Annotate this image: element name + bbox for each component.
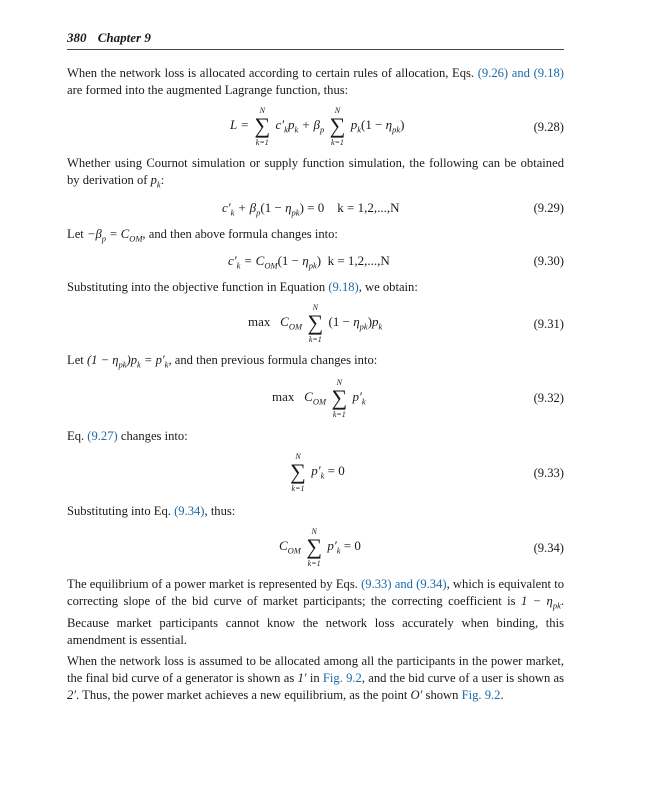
ref-link[interactable]: Fig. 9.2 [461, 688, 501, 702]
paragraph-9: When the network loss is assumed to be allocated among all the participants in the power market, the final bid curve of a generator is shown as 1′ in Fig. 9.2, and the bid curve of a user is shown as 2′. Thus, the power market achieves a new equilibrium, as the point O′ shown Fig. 9.2. [67, 654, 565, 702]
paragraph-4: Substituting into the objective function in Equation (9.18), we obtain: [67, 280, 418, 294]
paragraph-7: Substituting into Eq. (9.34), thus: [67, 504, 236, 518]
equation-number: (9.30) [533, 254, 564, 268]
equation-number: (9.33) [533, 466, 564, 480]
ref-link[interactable]: (9.18) [328, 280, 359, 294]
paragraph-1: When the network loss is allocated according to certain rules of allocation, Eqs. (9.26) and (9.18) are formed into the augmented Lagrange function, thus: [67, 66, 564, 97]
equation-9-34: $C_{OM}$ N ∑ k=1 $p'_k = 0$ [279, 527, 361, 568]
ref-link[interactable]: Fig. 9.2 [322, 671, 362, 685]
equation-9-30: $c'_k = C_{OM}(1 - \eta_{pk}) k = 1,2,...,N$ [228, 253, 390, 271]
equation-9-31: $\max C_{OM}$ N ∑ k=1 $(1 - \eta_{pk})p_k$ [248, 303, 383, 344]
paragraph-5: Let $(1 - \eta_{pk})p_k = p'_k$, and then previous formula changes into: [67, 353, 378, 370]
equation-number: (9.28) [533, 120, 564, 134]
paragraph-6: Eq. (9.27) changes into: [67, 429, 188, 443]
running-header [67, 30, 151, 46]
ref-link[interactable]: (9.34) [174, 504, 205, 518]
paragraph-3: Let $-\beta_p = C_{OM}$, and then above formula changes into: [67, 227, 338, 244]
equation-9-29: $c'_k + \beta_p(1 - \eta_{pk}) = 0$ k = 1,2,...,N [222, 200, 400, 218]
ref-link[interactable]: (9.26) and [477, 66, 530, 80]
equation-number: (9.32) [533, 391, 564, 405]
header-rule [67, 49, 564, 50]
paragraph-2: Whether using Cournot simulation or supply function simulation, the following can be obtained by derivation of $p_k$: [67, 156, 564, 190]
ref-link[interactable]: (9.27) [87, 429, 118, 443]
equation-9-33: N ∑ k=1 $p'_k = 0$ [290, 452, 345, 493]
page-number: 380 [67, 30, 87, 45]
chapter-label: Chapter 9 [97, 30, 151, 45]
equation-9-28: L = N ∑ k=1 $c'_kp_k + \beta_p$ N ∑ k=1 $p_k(1 - \eta_{pk})$ [230, 106, 405, 147]
ref-link[interactable]: (9.33) and (9.34) [361, 577, 447, 591]
equation-number: (9.31) [533, 317, 564, 331]
paragraph-8: The equilibrium of a power market is represented by Eqs. (9.33) and (9.34), which is equivalent to correcting slope of the bid curve of market participants; the correcting coefficient is $1 - \eta_{pk}$. Because market participants cannot know the network loss accurately when binding, this amendment is essential. [67, 577, 564, 647]
equation-9-32: $\max C_{OM}$ N ∑ k=1 $p'_k$ [272, 378, 366, 419]
equation-number: (9.29) [533, 201, 564, 215]
ref-link[interactable]: (9.18) [533, 66, 564, 80]
equation-number: (9.34) [533, 541, 564, 555]
